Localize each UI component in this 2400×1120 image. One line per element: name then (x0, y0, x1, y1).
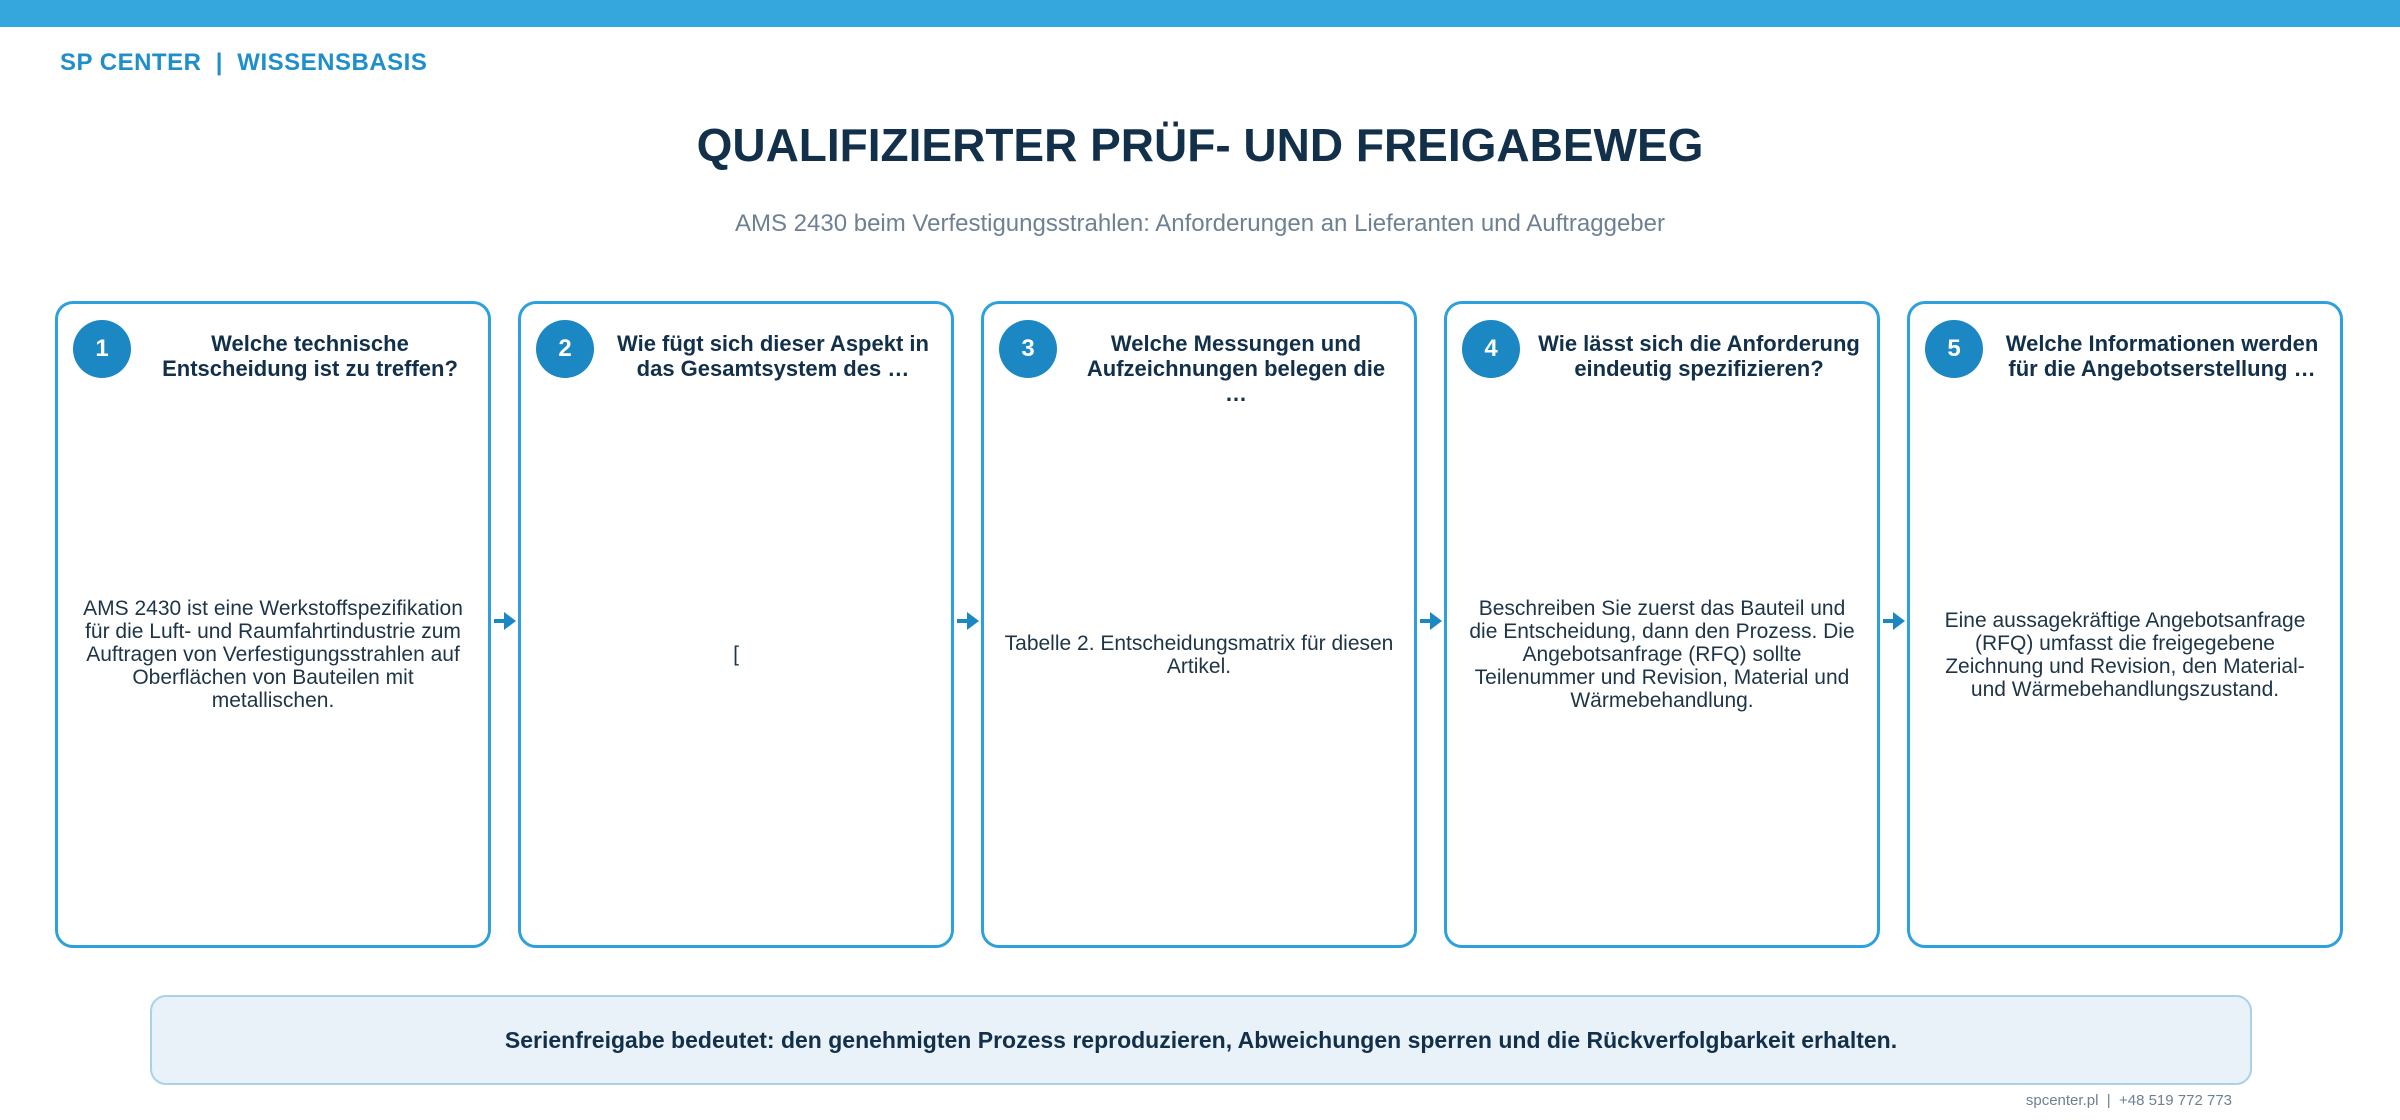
step-description: Tabelle 2. Entscheidungsmatrix für diesen Artikel. (1004, 631, 1394, 678)
step-card-3 (981, 301, 1417, 948)
step-description: Eine aussagekräftige Angebotsanfrage (RFQ) umfasst die freigegebene Zeichnung und Revision, den Material- und Wärmebehandlungszustand. (1944, 608, 2306, 701)
arrow-right-icon (494, 609, 518, 633)
step-title: Welche Informationen werden für die Angebotserstellung … (2005, 331, 2319, 381)
step-title: Welche Messungen und Aufzeichnungen belegen die … (1086, 331, 1386, 406)
page-subtitle: AMS 2430 beim Verfestigungsstrahlen: Anforderungen an Lieferanten und Auftraggeber (735, 210, 1665, 237)
step-number-badge: 3 (999, 320, 1057, 378)
summary-banner: Serienfreigabe bedeutet: den genehmigten Prozess reproduzieren, Abweichungen sperren und die Rückverfolgbarkeit erhalten. (150, 995, 2252, 1085)
step-card-5 (1907, 301, 2343, 948)
page-title: QUALIFIZIERTER PRÜF- UND FREIGABEWEG (696, 119, 1704, 171)
step-title: Wie fügt sich dieser Aspekt in das Gesamtsystem des … (617, 331, 929, 381)
step-description: AMS 2430 ist eine Werkstoffspezifikation für die Luft- und Raumfahrtindustrie zum Auftragen von Verfestigungsstrahlen auf Oberflächen von Bauteilen mit metallischen. (83, 597, 463, 712)
step-card-1 (55, 301, 491, 948)
step-number-badge: 4 (1462, 320, 1520, 378)
step-card-4 (1444, 301, 1880, 948)
step-number-badge: 5 (1925, 320, 1983, 378)
step-description: Beschreiben Sie zuerst das Bauteil und die Entscheidung, dann den Prozess. Die Angebotsanfrage (RFQ) sollte Teilenummer und Revision, Material und Wärmebehandlung. (1469, 597, 1855, 712)
step-title: Welche technische Entscheidung ist zu treffen? (162, 331, 458, 381)
top-accent-bar (0, 0, 2400, 27)
arrow-right-icon (1420, 609, 1444, 633)
step-number-badge: 1 (73, 320, 131, 378)
brand-header: SP CENTER | WISSENSBASIS (60, 49, 428, 76)
step-title: Wie lässt sich die Anforderung eindeutig spezifizieren? (1538, 331, 1860, 381)
step-card-2 (518, 301, 954, 948)
arrow-right-icon (1883, 609, 1907, 633)
footer-contact: spcenter.pl | +48 519 772 773 (2025, 1092, 2232, 1109)
arrow-right-icon (957, 609, 981, 633)
step-description: [ (733, 643, 739, 666)
step-number-badge: 2 (536, 320, 594, 378)
